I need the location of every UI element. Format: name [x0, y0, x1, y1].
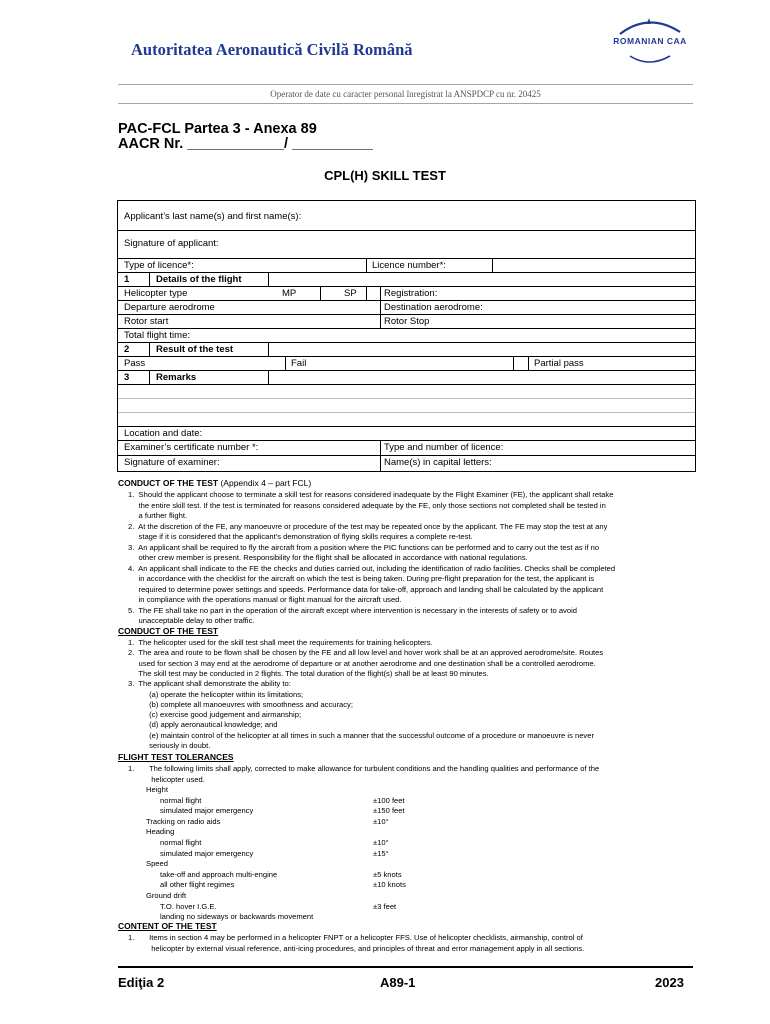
destination-aerodrome-label: Destination aerodrome: [384, 302, 483, 313]
signature-examiner-label: Signature of examiner: [124, 457, 220, 468]
tolerance-label: T.O. hover I.G.E. [160, 901, 217, 911]
tolerance-label: normal flight [160, 795, 202, 805]
conduct-1-line: stage if it is considered that the applicant's demonstration of flying skills requires a complete re-test. [128, 532, 473, 541]
part-title: PAC-FCL Partea 3 - Anexa 89 [118, 121, 317, 137]
conduct-2-line: (a) operate the helicopter within its limitations; [128, 689, 304, 699]
tolerance-label: take-off and approach multi-engine [160, 869, 278, 879]
tolerance-label: Ground drift [146, 891, 187, 900]
applicant-name-label: Applicant’s last name(s) and first name(s): [124, 211, 302, 222]
document-title: CPL(H) SKILL TEST [324, 168, 446, 183]
conduct-1-line: required to determine power settings and speeds. Performance data for take-off, approach and landing shall be calculated by the applicant [128, 584, 604, 594]
tolerance-value: ±10° [373, 816, 389, 826]
departure-aerodrome-label: Departure aerodrome [124, 302, 215, 313]
names-capital-label: Name(s) in capital letters: [384, 457, 492, 468]
page-number: A89-1 [380, 975, 416, 990]
licence-number-label: Licence number*: [372, 260, 446, 271]
section-3-title: Remarks [156, 372, 197, 383]
authority-title: Autoritatea Aeronautică Civilă Română [131, 40, 413, 59]
total-flight-time-label: Total flight time: [124, 330, 190, 341]
header-rule-bottom [118, 103, 693, 104]
tolerance-label: landing no sideways or backwards movement [160, 912, 314, 922]
content-heading: CONTENT OF THE TEST [118, 921, 217, 931]
conduct-2-line: 1. The helicopter used for the skill test shall meet the requirements for training helicopters. [128, 638, 433, 647]
registration-label: Registration: [384, 288, 438, 299]
tolerance-label: simulated major emergency [160, 806, 254, 816]
partial-pass-label: Partial pass [534, 358, 584, 369]
tolerance-label: Tracking on radio aids [146, 816, 221, 826]
pass-label: Pass [124, 358, 146, 369]
conduct-1-line: in accordance with the checklist for the aircraft on which the test is being taken. During pre-flight preparation for the test, the applicant is [128, 574, 594, 583]
tolerance-value: ±5 knots [373, 869, 402, 879]
conduct-2-line: seriously in doubt. [128, 741, 211, 750]
year-label: 2023 [655, 975, 684, 990]
operator-notice: Operator de date cu caracter personal înregistrat la ANSPDCP cu nr. 20425 [270, 89, 541, 99]
tolerances-intro-line: 1. The following limits shall apply, corrected to make allowance for turbulent conditions and the handling qualities and performance of the [128, 764, 600, 773]
conduct-heading-1 [118, 478, 311, 488]
tolerance-value: ±10 knots [373, 880, 406, 890]
conduct-1-line: in compliance with the operations manual or flight manual for the aircraft used. [128, 595, 402, 604]
conduct-heading-1-suffix: (Appendix 4 – part FCL) [218, 478, 312, 488]
conduct-2-line: 3. The applicant shall demonstrate the ability to: [128, 679, 291, 689]
conduct-2-line: (d) apply aeronautical knowledge; and [128, 720, 278, 730]
location-date-label: Location and date: [124, 428, 203, 439]
conduct-1-line: a further flight. [128, 511, 188, 520]
sp-label: SP [344, 288, 357, 299]
section-3-number: 3 [124, 372, 130, 383]
aacr-number: AACR Nr. ____________/ __________ [118, 136, 373, 152]
conduct-2-line: (e) maintain control of the helicopter at all times in such a manner that the successful outcome of a procedure or manoeuvre is never [128, 730, 594, 740]
tolerances-heading: FLIGHT TEST TOLERANCES [118, 752, 234, 762]
edition-label: Ediţia 2 [118, 975, 165, 990]
type-licence-label: Type of licence*: [124, 260, 194, 271]
tolerance-label: normal flight [160, 838, 202, 847]
header-rule [118, 84, 693, 85]
conduct-1-line: 1. Should the applicant choose to terminate a skill test for reasons considered inadequate by the Flight Examiner (FE), the applicant shall retake [128, 490, 614, 499]
logo-text: ROMANIAN CAA [613, 36, 687, 46]
conduct-1-line: other crew member is present. Responsibility for the flight shall be allocated in accordance with national regulations. [128, 553, 528, 562]
conduct-2-line: 2. The area and route to be flown shall be chosen by the FE and all low level and hover work shall be at an approved aerodrome/site. Routes [128, 648, 604, 658]
conduct-1-line: unacceptable delay to other traffic. [128, 616, 255, 625]
tolerance-value: ±10° [373, 838, 389, 847]
content-line: helicopter by external visual reference, anti-icing procedures, and principles of threat and error management apply in all sections. [128, 943, 585, 953]
conduct-1-line: the entire skill test. If the test is terminated for reasons considered adequate by the FE, only those sections not completed shall be tested in [128, 500, 606, 510]
content-line: 1. Items in section 4 may be performed in a helicopter FNPT or a helicopter FFS. Use of helicopter checklists, airmanship, control of [128, 933, 583, 942]
tolerance-label: Speed [146, 859, 168, 869]
tolerance-label: all other flight regimes [160, 880, 235, 890]
tolerance-value: ±100 feet [373, 795, 405, 805]
conduct-1-line: 4. An applicant shall indicate to the FE the checks and duties carried out, including the identification of radio facilities. Checks shall be completed [128, 563, 616, 573]
mp-label: MP [282, 288, 297, 299]
tolerance-value: ±150 feet [373, 806, 405, 816]
skill-test-form [117, 200, 696, 472]
type-number-licence-label: Type and number of licence: [384, 442, 504, 453]
section-1-number: 1 [124, 274, 130, 285]
tolerance-value: ±3 feet [373, 901, 397, 911]
footer-rule [118, 966, 693, 968]
conduct-2-line: The skill test may be conducted in 2 flights. The total duration of the flight(s) shall be at least 90 minutes. [128, 668, 489, 678]
tolerance-label: Heading [146, 827, 175, 837]
examiner-certificate-label: Examiner’s certificate number *: [124, 442, 259, 453]
conduct-2-line: used for section 3 may end at the aerodrome of departure or at another aerodrome and one destination shall be a controlled aerodrome. [128, 658, 596, 668]
conduct-2-line: (c) exercise good judgement and airmanship; [128, 710, 302, 720]
tolerance-label: simulated major emergency [160, 848, 254, 858]
conduct-1-line: 3. An applicant shall be required to fly the aircraft from a position where the PIC functions can be performed and to carry out the test as if no [128, 542, 600, 552]
signature-applicant-label: Signature of applicant: [124, 238, 219, 249]
tolerances-intro-line: helicopter used. [128, 774, 205, 784]
section-2-number: 2 [124, 344, 130, 355]
conduct-1-line: 2. At the discretion of the FE, any manoeuvre or procedure of the test may be repeated once by the applicant. The FE may stop the test at any [128, 521, 608, 531]
tolerance-value: ±15° [373, 848, 389, 858]
conduct-2-line: (b) complete all manoeuvres with smoothness and accuracy; [128, 699, 353, 709]
conduct-1-line: 5. The FE shall take no part in the operation of the aircraft except where intervention is necessary in the interests of safety or to avoid [128, 605, 577, 615]
rotor-stop-label: Rotor Stop [384, 316, 430, 327]
section-2-title: Result of the test [156, 344, 234, 355]
romanian-caa-logo [600, 14, 698, 66]
fail-label: Fail [291, 358, 307, 369]
helicopter-type-label: Helicopter type [124, 288, 188, 299]
tolerance-label: Height [146, 785, 168, 794]
conduct-heading-1-text: CONDUCT OF THE TEST [118, 478, 219, 488]
rotor-start-label: Rotor start [124, 316, 169, 327]
section-1-title: Details of the flight [156, 274, 242, 285]
conduct-heading-2: CONDUCT OF THE TEST [118, 626, 219, 636]
